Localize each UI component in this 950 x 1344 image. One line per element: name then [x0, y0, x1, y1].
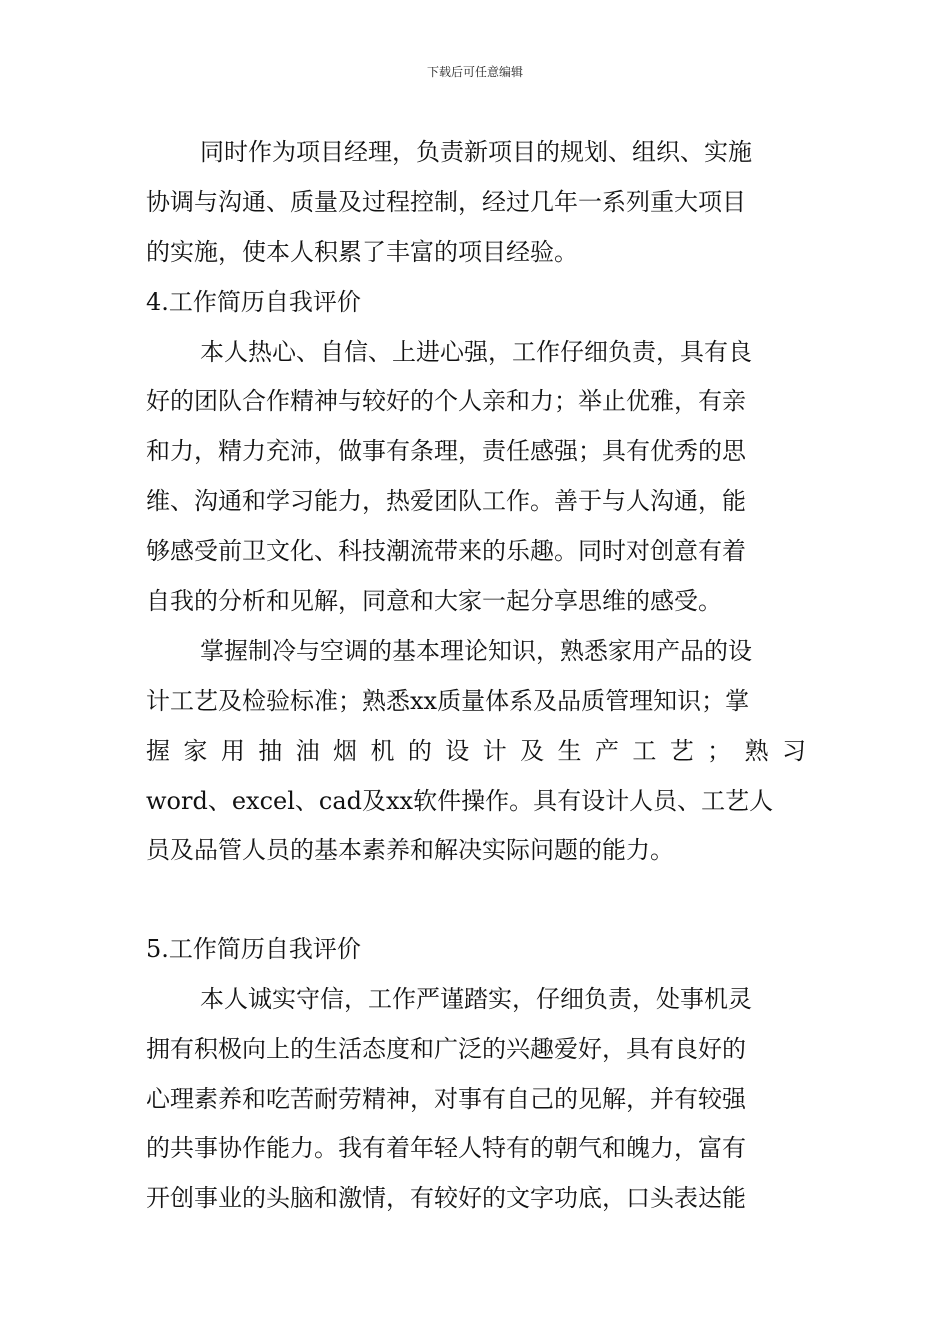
text-line: 和力，精力充沛，做事有条理，责任感强；具有优秀的思	[146, 437, 746, 466]
text-line: 维、沟通和学习能力，热爱团队工作。善于与人沟通，能	[146, 487, 746, 516]
text-line: 握家用抽油烟机的设计及生产工艺；熟习	[146, 736, 806, 765]
text-line: 开创事业的头脑和激情，有较好的文字功底，口头表达能	[146, 1184, 746, 1213]
document-body	[146, 128, 806, 1224]
paragraph-gap	[146, 876, 806, 925]
page-header-note: 下载后可任意编辑	[426, 65, 523, 79]
section-heading: 4.工作简历自我评价	[146, 287, 361, 316]
text-line: 员及品管人员的基本素养和解决实际问题的能力。	[146, 836, 674, 865]
text-line: 的共事协作能力。我有着年轻人特有的朝气和魄力，富有	[146, 1134, 746, 1163]
text-line: 够感受前卫文化、科技潮流带来的乐趣。同时对创意有着	[146, 537, 746, 566]
text-line: word、excel、cad及xx软件操作。具有设计人员、工艺人	[146, 786, 774, 815]
text-line: 自我的分析和见解，同意和大家一起分享思维的感受。	[146, 587, 722, 616]
text-line: 好的团队合作精神与较好的个人亲和力；举止优雅，有亲	[146, 387, 746, 416]
text-line: 计工艺及检验标准；熟悉xx质量体系及品质管理知识；掌	[146, 686, 750, 715]
text-line: 本人诚实守信，工作严谨踏实，仔细负责，处事机灵	[200, 984, 752, 1013]
text-line: 掌握制冷与空调的基本理论知识，熟悉家用产品的设	[200, 636, 752, 665]
text-line: 同时作为项目经理，负责新项目的规划、组织、实施	[200, 138, 752, 166]
text-line: 的实施，使本人积累了丰富的项目经验。	[146, 237, 578, 266]
text-line: 协调与沟通、质量及过程控制，经过几年一系列重大项目	[146, 187, 746, 216]
text-line: 本人热心、自信、上进心强，工作仔细负责，具有良	[200, 337, 752, 366]
section-heading: 5.工作简历自我评价	[146, 934, 361, 963]
text-line: 拥有积极向上的生活态度和广泛的兴趣爱好，具有良好的	[146, 1034, 746, 1063]
text-line: 心理素养和吃苦耐劳精神，对事有自己的见解，并有较强	[146, 1084, 746, 1113]
